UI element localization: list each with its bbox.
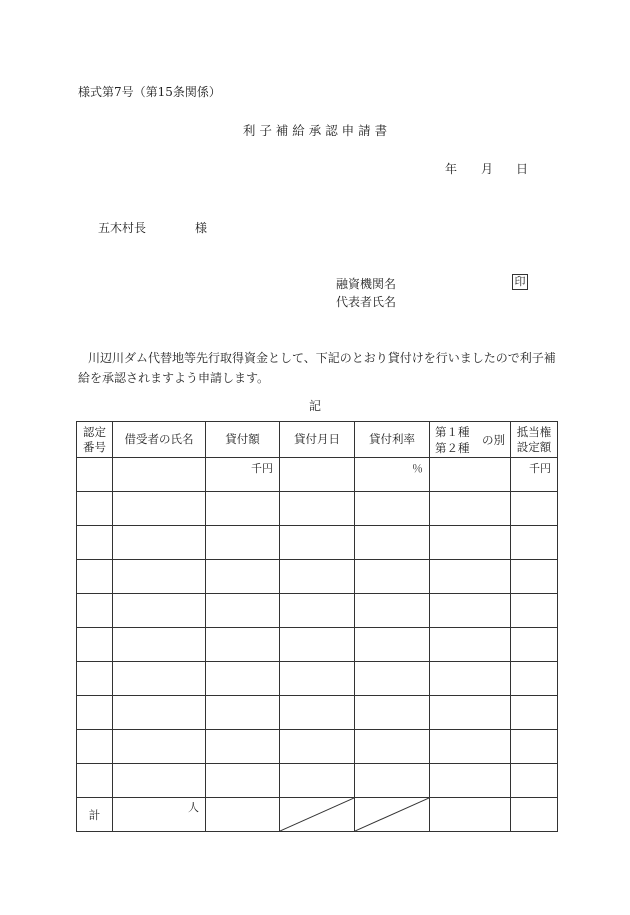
- cell-interest-rate[interactable]: [355, 458, 430, 492]
- header-mortgage: 抵当権 設定額: [511, 422, 558, 458]
- cell-interest-rate[interactable]: [355, 696, 430, 730]
- date-day-label: 日: [516, 162, 529, 176]
- cell-mortgage[interactable]: [511, 696, 558, 730]
- total-label: 計: [77, 798, 113, 832]
- cell-loan-date[interactable]: [280, 696, 355, 730]
- cell-category[interactable]: [430, 730, 511, 764]
- table-row: [77, 458, 558, 492]
- cell-mortgage[interactable]: [511, 526, 558, 560]
- cell-borrower[interactable]: [113, 628, 206, 662]
- total-mortgage[interactable]: [511, 798, 558, 832]
- cell-interest-rate[interactable]: [355, 730, 430, 764]
- total-category[interactable]: [430, 798, 511, 832]
- application-table: [76, 421, 558, 832]
- body-text-line2: 給を承認されますよう申請します。: [78, 371, 270, 385]
- header-cert-no: 認定 番号: [77, 422, 113, 458]
- total-loan-amount[interactable]: [206, 798, 280, 832]
- cell-category[interactable]: [430, 560, 511, 594]
- cell-loan-amount[interactable]: [206, 458, 280, 492]
- cell-loan-amount[interactable]: [206, 560, 280, 594]
- cell-loan-amount[interactable]: [206, 730, 280, 764]
- persons-unit: 人: [188, 801, 199, 814]
- cell-loan-date[interactable]: [280, 492, 355, 526]
- cell-category[interactable]: [430, 696, 511, 730]
- diagonal-slash: [355, 798, 429, 831]
- cell-loan-date[interactable]: [280, 662, 355, 696]
- header-loan-amount: 貸付額: [206, 422, 280, 458]
- addressee-honorific: 様: [195, 221, 208, 235]
- cell-mortgage[interactable]: [511, 492, 558, 526]
- header-loan-date: 貸付月日: [280, 422, 355, 458]
- cell-cert-no[interactable]: [77, 526, 113, 560]
- cell-loan-amount[interactable]: [206, 492, 280, 526]
- cell-mortgage[interactable]: [511, 628, 558, 662]
- cell-loan-date[interactable]: [280, 730, 355, 764]
- cell-loan-amount[interactable]: [206, 696, 280, 730]
- header-interest-rate: 貸付利率: [355, 422, 430, 458]
- unit-thousand-yen: 千円: [529, 462, 551, 475]
- cell-mortgage[interactable]: [511, 458, 558, 492]
- cell-loan-date[interactable]: [280, 526, 355, 560]
- total-loan-date-slashed: [280, 798, 355, 832]
- cell-cert-no[interactable]: [77, 696, 113, 730]
- table-row: [77, 492, 558, 526]
- cell-category[interactable]: [430, 662, 511, 696]
- cell-cert-no[interactable]: [77, 764, 113, 798]
- seal-mark: 印: [512, 274, 528, 290]
- addressee-name: 五木村長: [98, 221, 147, 235]
- cell-mortgage[interactable]: [511, 764, 558, 798]
- date-month-label: 月: [481, 162, 494, 176]
- total-interest-rate-slashed: [355, 798, 430, 832]
- cell-loan-date[interactable]: [280, 628, 355, 662]
- cell-cert-no[interactable]: [77, 560, 113, 594]
- cell-borrower[interactable]: [113, 458, 206, 492]
- cell-category[interactable]: [430, 628, 511, 662]
- cell-loan-amount[interactable]: [206, 628, 280, 662]
- table-row: [77, 730, 558, 764]
- header-category: 第１種 第２種 の別: [430, 422, 511, 458]
- cell-cert-no[interactable]: [77, 730, 113, 764]
- cell-interest-rate[interactable]: [355, 526, 430, 560]
- cell-mortgage[interactable]: [511, 662, 558, 696]
- cell-borrower[interactable]: [113, 730, 206, 764]
- cell-loan-amount[interactable]: [206, 526, 280, 560]
- cell-borrower[interactable]: [113, 764, 206, 798]
- cell-interest-rate[interactable]: [355, 662, 430, 696]
- cell-loan-date[interactable]: [280, 594, 355, 628]
- cell-borrower[interactable]: [113, 662, 206, 696]
- cell-borrower[interactable]: [113, 560, 206, 594]
- cell-loan-date[interactable]: [280, 560, 355, 594]
- cell-interest-rate[interactable]: [355, 594, 430, 628]
- form-number: 様式第7号（第15条関係）: [78, 85, 221, 99]
- cell-cert-no[interactable]: [77, 458, 113, 492]
- unit-thousand-yen: 千円: [251, 462, 273, 475]
- table-row: [77, 764, 558, 798]
- representative-label: 代表者氏名: [336, 295, 397, 309]
- total-borrower[interactable]: [113, 798, 206, 832]
- table-row: [77, 560, 558, 594]
- cell-cert-no[interactable]: [77, 662, 113, 696]
- cell-cert-no[interactable]: [77, 492, 113, 526]
- table-total-row: [77, 798, 558, 832]
- cell-interest-rate[interactable]: [355, 492, 430, 526]
- cell-category[interactable]: [430, 526, 511, 560]
- unit-percent: ％: [412, 462, 423, 475]
- cell-loan-date[interactable]: [280, 458, 355, 492]
- cell-category[interactable]: [430, 594, 511, 628]
- cell-category[interactable]: [430, 764, 511, 798]
- cell-interest-rate[interactable]: [355, 560, 430, 594]
- cell-borrower[interactable]: [113, 526, 206, 560]
- diagonal-slash: [280, 798, 354, 831]
- cell-category[interactable]: [430, 458, 511, 492]
- table-row: [77, 594, 558, 628]
- cell-interest-rate[interactable]: [355, 764, 430, 798]
- cell-cert-no[interactable]: [77, 628, 113, 662]
- cell-loan-amount[interactable]: [206, 764, 280, 798]
- table-row: [77, 662, 558, 696]
- cell-interest-rate[interactable]: [355, 628, 430, 662]
- cell-mortgage[interactable]: [511, 560, 558, 594]
- cell-cert-no[interactable]: [77, 594, 113, 628]
- cell-loan-date[interactable]: [280, 764, 355, 798]
- cell-category[interactable]: [430, 492, 511, 526]
- date-year-label: 年: [445, 162, 458, 176]
- cell-borrower[interactable]: [113, 696, 206, 730]
- cell-borrower[interactable]: [113, 594, 206, 628]
- table-row: [77, 628, 558, 662]
- document-title: 利 子 補 給 承 認 申 請 書: [242, 123, 388, 138]
- cell-borrower[interactable]: [113, 492, 206, 526]
- table-header-row: [77, 422, 558, 458]
- ki-heading: 記: [308, 399, 321, 413]
- header-borrower: 借受者の氏名: [113, 422, 206, 458]
- institution-label: 融資機関名: [336, 277, 397, 291]
- table-row: [77, 696, 558, 730]
- cell-loan-amount[interactable]: [206, 594, 280, 628]
- table-row: [77, 526, 558, 560]
- cell-mortgage[interactable]: [511, 730, 558, 764]
- cell-mortgage[interactable]: [511, 594, 558, 628]
- body-text-line1: 川辺川ダム代替地等先行取得資金として、下記のとおり貸付けを行いましたので利子補: [88, 351, 556, 365]
- cell-loan-amount[interactable]: [206, 662, 280, 696]
